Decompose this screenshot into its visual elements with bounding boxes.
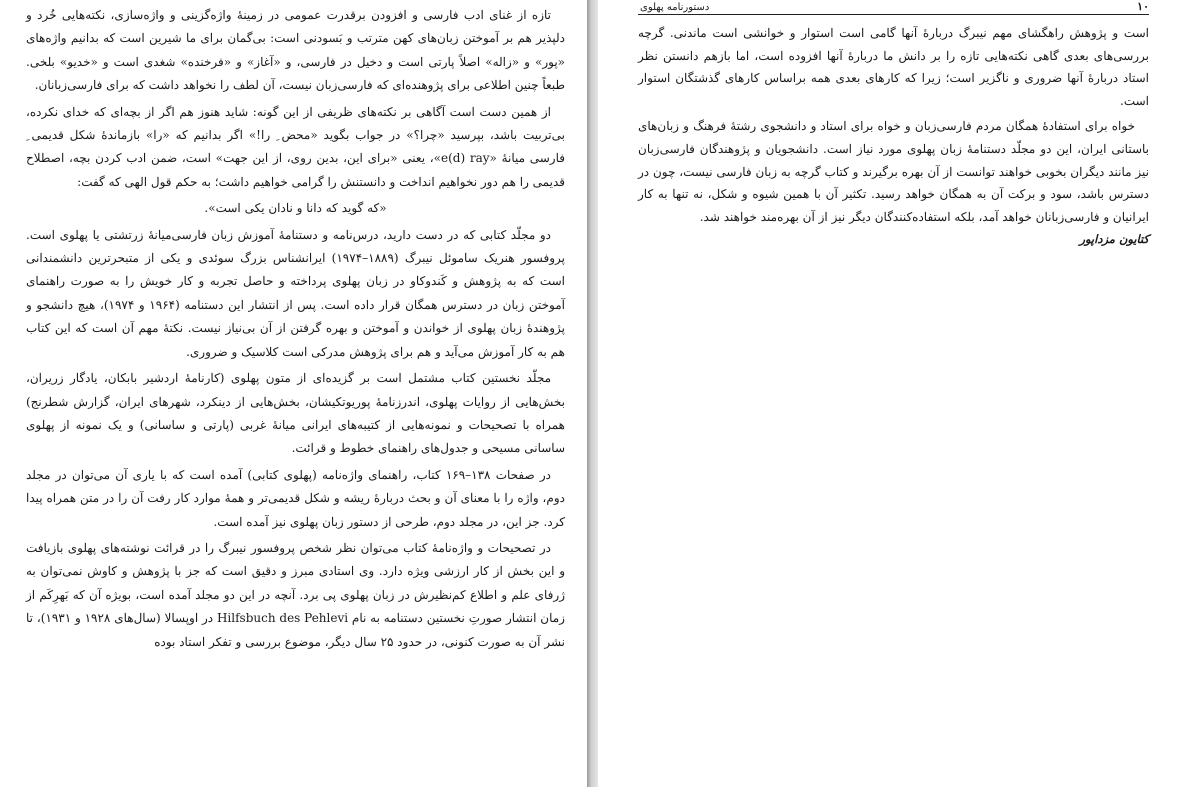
paragraph: دو مجلّد کتابی که در دست دارید، درس‌نامه و دستنامهٔ آموزش زبان فارسی‌میانهٔ زرتشتی یا پهلوی است. پروفسور هنریک ساموئل نیبرگ (۱۸۸۹–۱۹۷۴) ایرانشناس بزرگ سوئدی و یکی از متبحرترین دانشمندانی است که به پژوهش و کَندوکاو در زبان پهلوی پرداخته و حاصل تجربه و کار خویش را به صورت راهنمای آموختن زبان در دسترس همگان قرار داده است. پس از انتشار این دستنامه (۱۹۶۴ و ۱۹۷۴)، هیچ دانشجو و پژوهندهٔ زبان پهلوی از خواندن و آموختن و بهره گرفتن از آن بی‌نیاز نیست. نکتهٔ مهم آن است که این کتاب هم به کار آموزش می‌آید و هم برای پژوهش مدرکی است کلاسیک و ضروری. bbox=[26, 227, 566, 359]
author-signature: کتایون مزداپور bbox=[1079, 232, 1149, 247]
paragraph: مجلّد نخستین کتاب مشتمل است بر گزیده‌ای از متون پهلوی (کارنامهٔ اردشیر بابکان، یادگار زریران، بخش‌هایی از روایات پهلوی، اندرزنامهٔ پوریوتکیشان، بخش‌هایی از دینکرد، شهرهای ایران، گزارش شطرنج) همراه با تصحیحات و نمونه‌هایی از کتیبه‌های ایرانی میانهٔ غربی (پارتی و ساسانی) و یک نمونه از پهلوی ساسانی مسیحی و جدول‌های راهنمای خطوط و قرائت. bbox=[26, 371, 565, 456]
left-page-text bbox=[26, 4, 565, 654]
paragraph: در تصحیحات و واژه‌نامهٔ کتاب می‌توان نظر شخص پروفسور نیبرگ را در قرائت نوشته‌های پهلوی بازیافت و این بخش از کار ارزشی ویژه دارد. وی استادی مبرز و دقیق است که جز با پژوهش و کاوش نمی‌توان به ژرفای علم و اطلاع کم‌نظیرش در زبان پهلوی پی برد. آنچه در این دو مجلد آمده است، بویژه آن که بَهرِکَم از زمان انتشار صورتِ نخستین دستنامه به نام Hilfsbuch des Pehlevi در اوپسالا (سال‌های ۱۹۲۸ و ۱۹۳۱)، تا نشر آن به صورت کنونی، در حدود ۲۵ سال دیگر، موضوع بررسی و تفکر استاد بوده bbox=[26, 540, 565, 649]
running-title: دستورنامه پهلوی bbox=[640, 2, 710, 13]
paragraph: تازه از غنای ادب فارسی و افزودن برقدرت عمومی در زمینهٔ واژه‌گزینی و واژه‌سازی، نکته‌هایی خُرد و دلپذیر هم بر آموختن زبان‌های کهن مترتب و بَسودنی است: بی‌گمان برای ما شیرین است که بدانیم واژه‌های «پور» و «زاله» اصلاً پارتی است و دخیل در فارسی، و «آغاز» و «فرخنده» شغدی است و «خدیو» بلخی. طبعاً چنین اطلاعی برای پژوهنده‌ای که فارسی‌زبان نیست، آن لطف را نخواهد داشت که برای فارسی‌زبانان. bbox=[26, 8, 565, 93]
left-page bbox=[0, 0, 587, 787]
page-number: ۱۰ bbox=[1137, 0, 1149, 13]
right-page bbox=[598, 0, 1177, 787]
page-gutter bbox=[587, 0, 598, 787]
paragraph: است و پژوهش راهگشای مهم نیبرگ دربارهٔ آنها گامی است استوار و خوانشی است ماندنی. گرچه بررسی‌های بعدی گاهی نکته‌هایی تازه را بر دانش ما دربارهٔ آنها افزوده است، اما بازهم دانستن نظر استاد دربارهٔ آنها ضروری و ناگزیر است؛ زیرا که کارهای بعدی همه براساس کارهای گذشتگان استوار است. bbox=[638, 26, 1149, 108]
right-page-text bbox=[638, 22, 1149, 228]
verse-quote: «که گوید که دانا و نادان یکی است». bbox=[204, 201, 387, 216]
paragraph: خواه برای استفادهٔ همگان مردم فارسی‌زبان و خواه برای استاد و دانشجوی رشتهٔ فرهنگ و زبان‌های باستانی ایران، این دو مجلّد دستنامهٔ زبان پهلوی مورد نیاز است. دانشجویان و پژوهندگان فارسی‌زبان نیز مانند دیگران بخوبی خواهند توانست از آن بهره برگیرند و کتاب گرچه به زبان فارسی نیست، چون در دسترس باشد، سود و برکت آن به همگان خواهد رسید. تکثیر آن با همین شیوه و شکل، نه تنها به کار ایرانیان و فارسی‌زبانان خواهد آمد، بلکه استفاده‌کنندگان دیگر نیز از آن بهره‌مند خواهند شد. bbox=[638, 119, 1149, 224]
paragraph: از همین دست است آگاهی بر نکته‌های ظریفی از این گونه: شاید هنوز هم اگر از بچه‌ای که خدای نکرده، بی‌تربیت باشد، بپرسید «چرا؟» در جواب بگوید «محض ِ را!» اگر بدانیم که «را» بازماندهٔ شکل قدیمی ِ فارسی میانهٔ «e(d) ray»، یعنی «برای این، بدین روی، از این جهت» است، ضمن ادب کردن بچه، اصطلاح قدیمی را هم دور نخواهیم انداخت و دانستنش را گرامی خواهیم داشت؛ به حکم قول الهی که گفت: bbox=[26, 104, 565, 189]
running-header bbox=[638, 0, 1149, 15]
paragraph: در صفحات ۱۳۸–۱۶۹ کتاب، راهنمای واژه‌نامه (پهلوی کتابی) آمده است که با یاری آن می‌توان در مجلد دوم، واژه را با معنای آن و بحث دربارهٔ ریشه و شکل قدیمی‌تر و همهٔ موارد کار رفت آن را در متن همراه پیدا کرد. جز این، در مجلد دوم، طرحی از دستور زبان پهلوی نیز آمده است. bbox=[26, 467, 565, 529]
